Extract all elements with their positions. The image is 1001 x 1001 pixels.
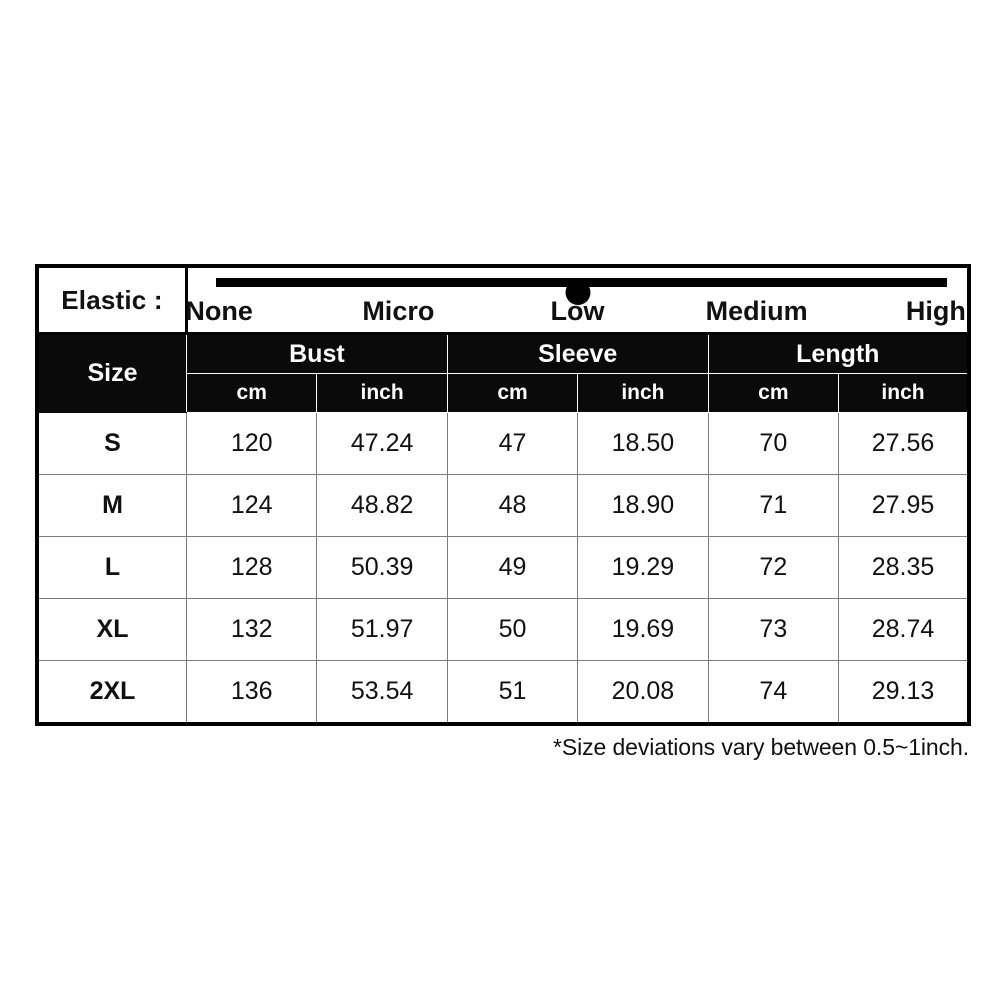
cell-bust-inch: 53.54 — [317, 661, 447, 725]
elastic-label: Elastic : — [37, 266, 187, 334]
cell-sleeve-cm: 48 — [447, 475, 577, 537]
cell-sleeve-inch: 20.08 — [578, 661, 708, 725]
cell-sleeve-inch: 19.29 — [578, 537, 708, 599]
cell-size: L — [37, 537, 187, 599]
size-chart — [35, 264, 971, 761]
table-row — [37, 661, 969, 725]
cell-length-inch: 27.56 — [839, 413, 969, 475]
cell-length-inch: 27.95 — [839, 475, 969, 537]
cell-length-inch: 28.35 — [839, 537, 969, 599]
elastic-row — [37, 266, 969, 334]
group-header-row — [37, 334, 969, 374]
elastic-option-high[interactable]: High — [905, 296, 966, 326]
cell-length-cm: 73 — [708, 599, 838, 661]
table-row — [37, 537, 969, 599]
cell-size: 2XL — [37, 661, 187, 725]
cell-sleeve-cm: 51 — [447, 661, 577, 725]
cell-sleeve-inch: 18.50 — [578, 413, 708, 475]
elastic-option-micro[interactable]: Micro — [362, 296, 435, 326]
elastic-slider-labels — [185, 294, 967, 328]
cell-bust-inch: 48.82 — [317, 475, 447, 537]
elastic-slider-area[interactable] — [185, 268, 967, 332]
table-row — [37, 413, 969, 475]
cell-bust-cm: 136 — [187, 661, 317, 725]
cell-length-cm: 70 — [708, 413, 838, 475]
elastic-option-medium[interactable]: Medium — [705, 296, 808, 326]
elastic-option-low[interactable]: Low — [550, 296, 605, 326]
column-group-length: Length — [708, 334, 969, 374]
column-header-length-cm: cm — [708, 374, 838, 413]
cell-bust-cm: 120 — [187, 413, 317, 475]
column-group-bust: Bust — [187, 334, 448, 374]
cell-sleeve-cm: 50 — [447, 599, 577, 661]
cell-size: XL — [37, 599, 187, 661]
cell-bust-cm: 132 — [187, 599, 317, 661]
elastic-option-none[interactable]: None — [185, 296, 253, 326]
cell-size: S — [37, 413, 187, 475]
cell-sleeve-inch: 18.90 — [578, 475, 708, 537]
elastic-slider[interactable] — [187, 266, 970, 334]
cell-length-cm: 71 — [708, 475, 838, 537]
column-header-size: Size — [37, 334, 187, 413]
cell-bust-inch: 51.97 — [317, 599, 447, 661]
cell-sleeve-inch: 19.69 — [578, 599, 708, 661]
cell-size: M — [37, 475, 187, 537]
table-row — [37, 475, 969, 537]
table-row — [37, 599, 969, 661]
size-deviation-note: *Size deviations vary between 0.5~1inch. — [552, 734, 969, 760]
cell-length-cm: 72 — [708, 537, 838, 599]
cell-bust-inch: 50.39 — [317, 537, 447, 599]
column-header-length-inch: inch — [839, 374, 969, 413]
cell-bust-cm: 124 — [187, 475, 317, 537]
cell-length-inch: 29.13 — [839, 661, 969, 725]
cell-length-inch: 28.74 — [839, 599, 969, 661]
column-header-bust-cm: cm — [187, 374, 317, 413]
column-group-sleeve: Sleeve — [447, 334, 708, 374]
column-header-sleeve-cm: cm — [447, 374, 577, 413]
cell-bust-inch: 47.24 — [317, 413, 447, 475]
column-header-bust-inch: inch — [317, 374, 447, 413]
cell-length-cm: 74 — [708, 661, 838, 725]
elastic-slider-track[interactable] — [216, 278, 947, 287]
column-header-sleeve-inch: inch — [578, 374, 708, 413]
cell-bust-cm: 128 — [187, 537, 317, 599]
cell-sleeve-cm: 47 — [447, 413, 577, 475]
size-chart-table — [35, 264, 971, 726]
cell-sleeve-cm: 49 — [447, 537, 577, 599]
